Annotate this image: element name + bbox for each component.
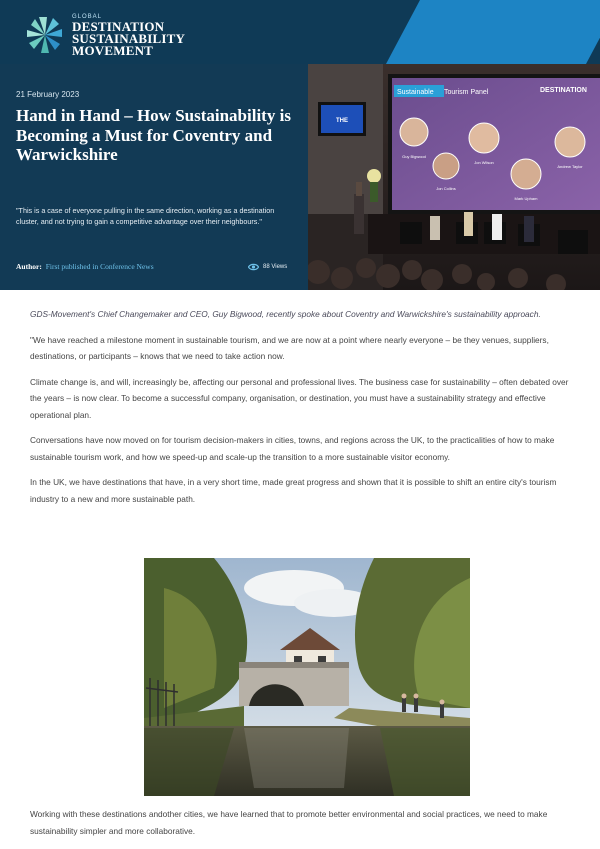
side-screen-text: THE (336, 118, 348, 124)
brand-tagline: GLOBAL (72, 14, 103, 20)
panel-scene (308, 64, 600, 290)
header-accent-wedge (386, 0, 600, 64)
screen-title-b: Tourism Panel (444, 89, 489, 96)
article-title: Hand in Hand – How Sustainability is Becoming a Must for Coventry and Warwickshire (16, 106, 291, 164)
hero-photo-panel-discussion (308, 64, 600, 290)
article-body (30, 306, 575, 516)
article-intro: GDS-Movement's Chief Changemaker and CEO, Guy Bigwood, recently spoke about Coventry and Warwickshire's sustainability approach. (30, 309, 541, 319)
author-line (16, 262, 154, 271)
article-paragraph-1: "We have reached a milestone moment in sustainable tourism, and we are now at a point where nearly everyone – be they venues, suppliers, destinations, or participants – knows that we need to take action now. (30, 334, 549, 361)
screen-title-a: Sustainable (397, 89, 434, 96)
panelist-name-partial: Jon Collins (436, 186, 456, 191)
brand-logo[interactable] (24, 14, 185, 57)
site-header (0, 0, 600, 64)
canal-bridge-photo (144, 558, 470, 796)
brand-line-1: DESTINATION (72, 19, 165, 34)
view-count (248, 263, 287, 271)
view-count-text: 88 Views (263, 264, 288, 270)
panelist-name-4: Andrew Taylor (557, 164, 583, 169)
hero-panel (0, 64, 308, 290)
brand-line-3: MOVEMENT (72, 43, 154, 58)
screen-logo-text: DESTINATION (540, 87, 587, 94)
article-paragraph-4: In the UK, we have destinations that have, in a very short time, made great progress and shown that it is possible to shift an entire city's tourism industry to a new and more sustainable path. (30, 477, 557, 504)
gds-logo-icon (24, 14, 66, 54)
author-source-link[interactable]: First published in Conference News (45, 262, 154, 271)
panelist-name-1: Guy Bigwood (402, 154, 426, 159)
brand-line-2: SUSTAINABILITY (72, 31, 186, 46)
hero-quote: "This is a case of everyone pulling in the same direction, working as a destination cluster, and not trying to gain a competitive advantage over their neighbours." (16, 206, 275, 226)
panelist-name-2: Jon Wilson (474, 160, 494, 165)
brand-wordmark (72, 14, 185, 57)
article-paragraph-3: Conversations have now moved on for tourism decision-makers in cities, towns, and regions across the UK, to the practicalities of how to make sustainable tourism work, and how we speed-up and scale-up the transition to a more sustainable visitor economy. (30, 435, 555, 462)
eye-icon (248, 263, 259, 271)
publish-date: 21 February 2023 (16, 90, 80, 99)
article-paragraph-2: Climate change is, and will, increasingly be, affecting our personal and professional lives. The business case for sustainability – often debated over the years – is now clear. To become a successful company, organisation, or destination, you must have a sustainability strategy and effective operational plan. (30, 376, 569, 420)
canal-scene (144, 558, 470, 796)
article-closing-paragraph: Working with these destinations andother cities, we have learned that to promote better environmental and social practices, we need to make sustainability simpler and more collaborative. (30, 809, 548, 836)
author-label: Author: (16, 262, 42, 271)
panelist-name-3: Mark Upham (514, 196, 538, 201)
